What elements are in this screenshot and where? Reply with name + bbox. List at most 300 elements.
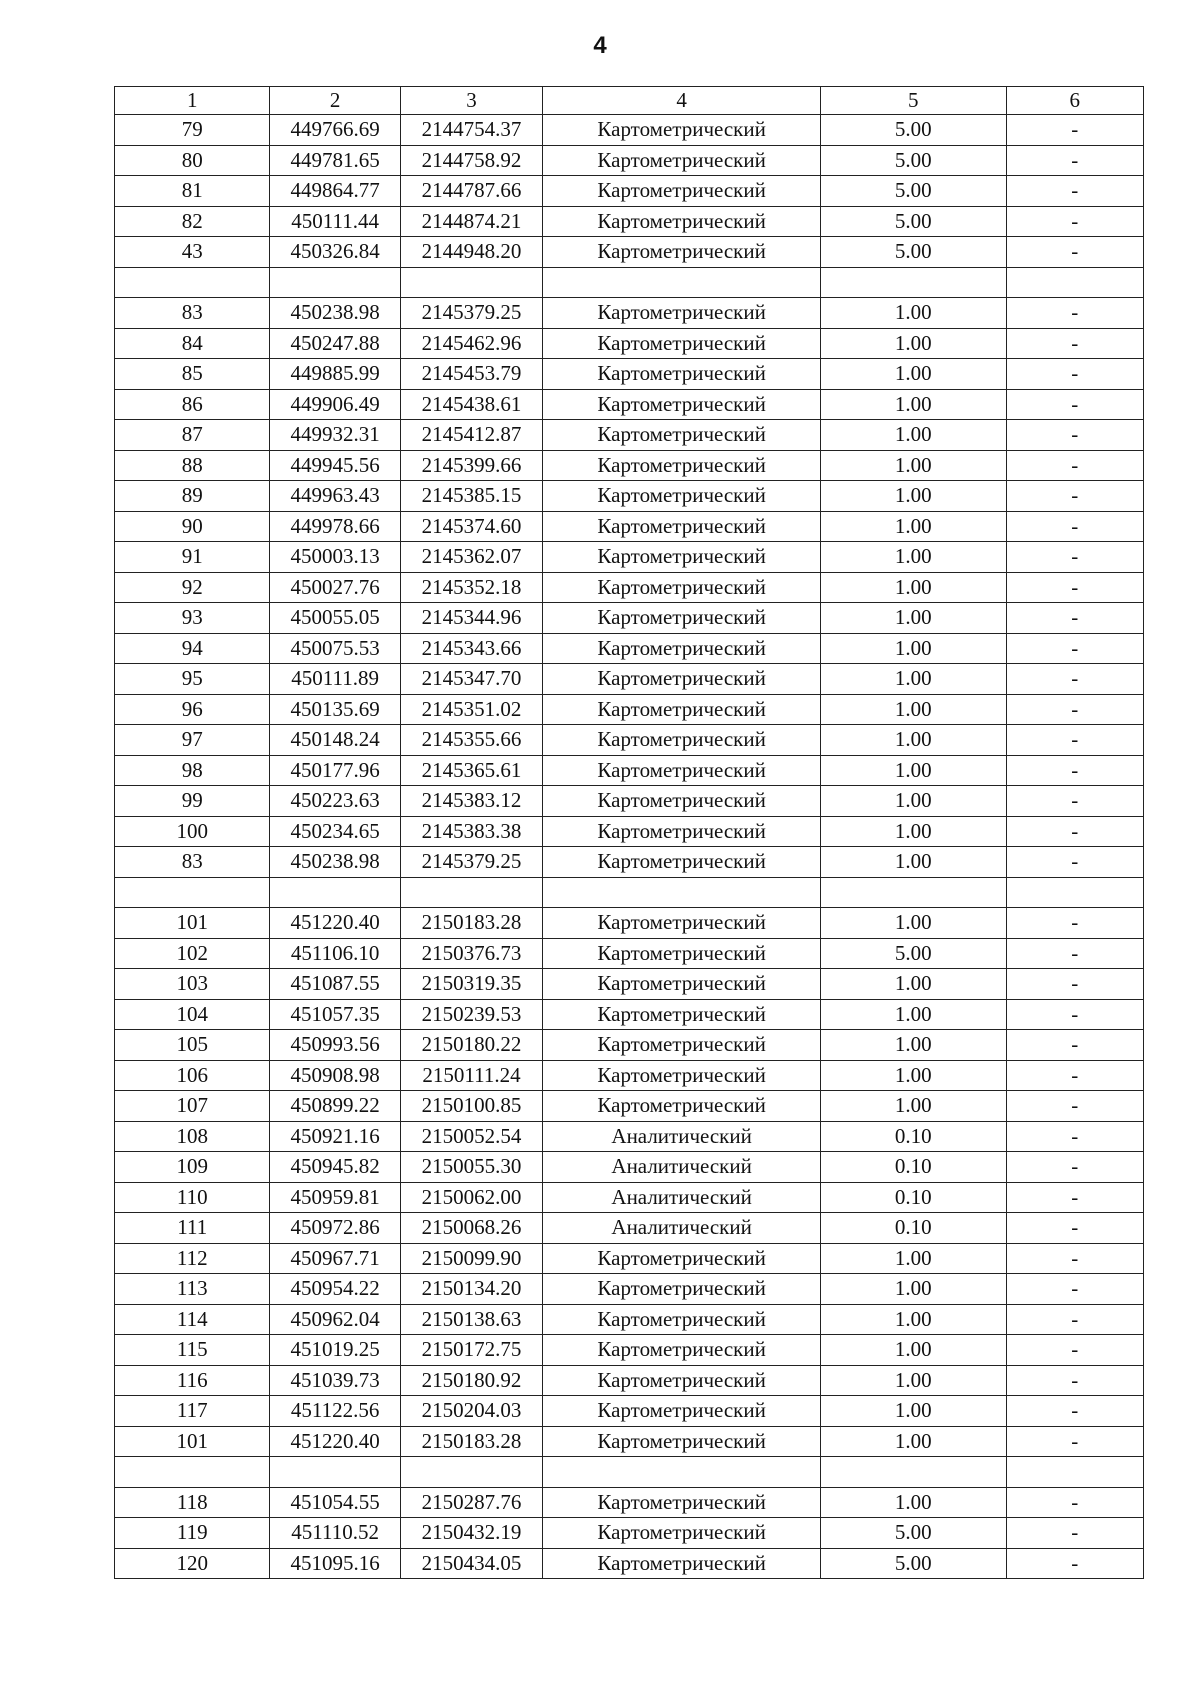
point-number-cell: 85 bbox=[115, 359, 270, 390]
table-row bbox=[115, 938, 1144, 969]
x-coordinate-cell: 451095.16 bbox=[270, 1548, 400, 1579]
accuracy-cell: 1.00 bbox=[821, 847, 1007, 878]
y-coordinate-cell: 2150099.90 bbox=[400, 1243, 542, 1274]
x-coordinate-cell: 450177.96 bbox=[270, 755, 400, 786]
page-number: 4 bbox=[593, 32, 607, 59]
x-coordinate-cell: 450326.84 bbox=[270, 237, 400, 268]
table-row bbox=[115, 999, 1144, 1030]
note-cell: - bbox=[1006, 481, 1143, 512]
accuracy-cell: 5.00 bbox=[821, 938, 1007, 969]
note-cell: - bbox=[1006, 115, 1143, 146]
point-number-cell: 115 bbox=[115, 1335, 270, 1366]
accuracy-cell: 1.00 bbox=[821, 603, 1007, 634]
y-coordinate-cell: 2145379.25 bbox=[400, 847, 542, 878]
x-coordinate-cell: 450921.16 bbox=[270, 1121, 400, 1152]
method-cell: Картометрический bbox=[543, 542, 821, 573]
accuracy-cell: 1.00 bbox=[821, 786, 1007, 817]
column-header: 3 bbox=[400, 87, 542, 115]
accuracy-cell: 1.00 bbox=[821, 1396, 1007, 1427]
x-coordinate-cell: 450247.88 bbox=[270, 328, 400, 359]
table-row bbox=[115, 1091, 1144, 1122]
note-cell: - bbox=[1006, 176, 1143, 207]
x-coordinate-cell: 450111.89 bbox=[270, 664, 400, 695]
table-row bbox=[115, 1213, 1144, 1244]
x-coordinate-cell: 451220.40 bbox=[270, 1426, 400, 1457]
accuracy-cell: 1.00 bbox=[821, 1304, 1007, 1335]
table-row bbox=[115, 1304, 1144, 1335]
note-cell: - bbox=[1006, 847, 1143, 878]
note-cell: - bbox=[1006, 1365, 1143, 1396]
accuracy-cell: 1.00 bbox=[821, 664, 1007, 695]
y-coordinate-cell: 2145462.96 bbox=[400, 328, 542, 359]
note-cell: - bbox=[1006, 1426, 1143, 1457]
table-row bbox=[115, 633, 1144, 664]
x-coordinate-cell: 450945.82 bbox=[270, 1152, 400, 1183]
y-coordinate-cell: 2145343.66 bbox=[400, 633, 542, 664]
x-coordinate-cell: 450135.69 bbox=[270, 694, 400, 725]
accuracy-cell: 1.00 bbox=[821, 511, 1007, 542]
accuracy-cell: 1.00 bbox=[821, 328, 1007, 359]
accuracy-cell: 1.00 bbox=[821, 1365, 1007, 1396]
point-number-cell: 84 bbox=[115, 328, 270, 359]
y-coordinate-cell: 2145347.70 bbox=[400, 664, 542, 695]
accuracy-cell: 1.00 bbox=[821, 1060, 1007, 1091]
table-row bbox=[115, 1396, 1144, 1427]
table-row bbox=[115, 969, 1144, 1000]
method-cell: Аналитический bbox=[543, 1213, 821, 1244]
y-coordinate-cell: 2145374.60 bbox=[400, 511, 542, 542]
accuracy-cell: 1.00 bbox=[821, 755, 1007, 786]
method-cell bbox=[543, 267, 821, 298]
x-coordinate-cell: 450003.13 bbox=[270, 542, 400, 573]
x-coordinate-cell: 451106.10 bbox=[270, 938, 400, 969]
accuracy-cell: 0.10 bbox=[821, 1121, 1007, 1152]
y-coordinate-cell: 2145383.12 bbox=[400, 786, 542, 817]
table-row bbox=[115, 237, 1144, 268]
note-cell: - bbox=[1006, 1335, 1143, 1366]
x-coordinate-cell: 450075.53 bbox=[270, 633, 400, 664]
table-row bbox=[115, 542, 1144, 573]
x-coordinate-cell: 450954.22 bbox=[270, 1274, 400, 1305]
table-row bbox=[115, 1426, 1144, 1457]
y-coordinate-cell: 2150376.73 bbox=[400, 938, 542, 969]
table-row bbox=[115, 420, 1144, 451]
note-cell: - bbox=[1006, 1518, 1143, 1549]
note-cell: - bbox=[1006, 755, 1143, 786]
note-cell: - bbox=[1006, 633, 1143, 664]
y-coordinate-cell: 2150319.35 bbox=[400, 969, 542, 1000]
note-cell: - bbox=[1006, 420, 1143, 451]
y-coordinate-cell: 2145365.61 bbox=[400, 755, 542, 786]
y-coordinate-cell: 2150111.24 bbox=[400, 1060, 542, 1091]
table-row bbox=[115, 1060, 1144, 1091]
method-cell: Картометрический bbox=[543, 1030, 821, 1061]
point-number-cell: 81 bbox=[115, 176, 270, 207]
note-cell: - bbox=[1006, 816, 1143, 847]
table-row bbox=[115, 786, 1144, 817]
method-cell: Картометрический bbox=[543, 481, 821, 512]
y-coordinate-cell: 2145453.79 bbox=[400, 359, 542, 390]
method-cell bbox=[543, 877, 821, 908]
y-coordinate-cell: 2150287.76 bbox=[400, 1487, 542, 1518]
accuracy-cell: 1.00 bbox=[821, 542, 1007, 573]
table-row bbox=[115, 1487, 1144, 1518]
y-coordinate-cell: 2145351.02 bbox=[400, 694, 542, 725]
method-cell: Аналитический bbox=[543, 1152, 821, 1183]
point-number-cell bbox=[115, 1457, 270, 1488]
point-number-cell: 118 bbox=[115, 1487, 270, 1518]
y-coordinate-cell: 2150183.28 bbox=[400, 1426, 542, 1457]
note-cell: - bbox=[1006, 1304, 1143, 1335]
table-row bbox=[115, 511, 1144, 542]
accuracy-cell: 5.00 bbox=[821, 1518, 1007, 1549]
table-row bbox=[115, 176, 1144, 207]
point-number-cell: 88 bbox=[115, 450, 270, 481]
point-number-cell bbox=[115, 267, 270, 298]
note-cell: - bbox=[1006, 328, 1143, 359]
accuracy-cell: 0.10 bbox=[821, 1182, 1007, 1213]
point-number-cell: 43 bbox=[115, 237, 270, 268]
y-coordinate-cell: 2150138.63 bbox=[400, 1304, 542, 1335]
point-number-cell: 119 bbox=[115, 1518, 270, 1549]
accuracy-cell: 5.00 bbox=[821, 206, 1007, 237]
point-number-cell: 79 bbox=[115, 115, 270, 146]
accuracy-cell: 1.00 bbox=[821, 389, 1007, 420]
x-coordinate-cell: 450111.44 bbox=[270, 206, 400, 237]
method-cell: Картометрический bbox=[543, 816, 821, 847]
y-coordinate-cell: 2150068.26 bbox=[400, 1213, 542, 1244]
y-coordinate-cell: 2145362.07 bbox=[400, 542, 542, 573]
point-number-cell: 120 bbox=[115, 1548, 270, 1579]
table-row bbox=[115, 1335, 1144, 1366]
table-row bbox=[115, 450, 1144, 481]
method-cell: Картометрический bbox=[543, 572, 821, 603]
y-coordinate-cell: 2150172.75 bbox=[400, 1335, 542, 1366]
accuracy-cell: 1.00 bbox=[821, 572, 1007, 603]
method-cell: Картометрический bbox=[543, 786, 821, 817]
point-number-cell: 83 bbox=[115, 298, 270, 329]
table-row bbox=[115, 572, 1144, 603]
method-cell: Картометрический bbox=[543, 755, 821, 786]
point-number-cell: 93 bbox=[115, 603, 270, 634]
note-cell: - bbox=[1006, 542, 1143, 573]
method-cell: Картометрический bbox=[543, 633, 821, 664]
accuracy-cell: 1.00 bbox=[821, 1335, 1007, 1366]
point-number-cell: 110 bbox=[115, 1182, 270, 1213]
y-coordinate-cell: 2150204.03 bbox=[400, 1396, 542, 1427]
table-row bbox=[115, 1030, 1144, 1061]
method-cell: Картометрический bbox=[543, 969, 821, 1000]
table-row bbox=[115, 389, 1144, 420]
x-coordinate-cell: 449945.56 bbox=[270, 450, 400, 481]
point-number-cell: 87 bbox=[115, 420, 270, 451]
method-cell: Картометрический bbox=[543, 1518, 821, 1549]
x-coordinate-cell: 450027.76 bbox=[270, 572, 400, 603]
y-coordinate-cell: 2150432.19 bbox=[400, 1518, 542, 1549]
method-cell: Картометрический bbox=[543, 725, 821, 756]
y-coordinate-cell: 2144787.66 bbox=[400, 176, 542, 207]
x-coordinate-cell: 450967.71 bbox=[270, 1243, 400, 1274]
point-number-cell: 80 bbox=[115, 145, 270, 176]
y-coordinate-cell: 2150180.92 bbox=[400, 1365, 542, 1396]
y-coordinate-cell: 2150055.30 bbox=[400, 1152, 542, 1183]
point-number-cell: 114 bbox=[115, 1304, 270, 1335]
x-coordinate-cell bbox=[270, 877, 400, 908]
note-cell: - bbox=[1006, 389, 1143, 420]
note-cell: - bbox=[1006, 511, 1143, 542]
accuracy-cell: 5.00 bbox=[821, 115, 1007, 146]
method-cell: Картометрический bbox=[543, 176, 821, 207]
note-cell: - bbox=[1006, 1274, 1143, 1305]
x-coordinate-cell: 449781.65 bbox=[270, 145, 400, 176]
method-cell: Картометрический bbox=[543, 1426, 821, 1457]
table-row bbox=[115, 877, 1144, 908]
point-number-cell: 116 bbox=[115, 1365, 270, 1396]
accuracy-cell: 1.00 bbox=[821, 908, 1007, 939]
table-row bbox=[115, 481, 1144, 512]
note-cell: - bbox=[1006, 1396, 1143, 1427]
accuracy-cell: 1.00 bbox=[821, 1030, 1007, 1061]
x-coordinate-cell: 449978.66 bbox=[270, 511, 400, 542]
method-cell: Картометрический bbox=[543, 1396, 821, 1427]
y-coordinate-cell: 2145385.15 bbox=[400, 481, 542, 512]
y-coordinate-cell: 2150062.00 bbox=[400, 1182, 542, 1213]
note-cell: - bbox=[1006, 725, 1143, 756]
x-coordinate-cell bbox=[270, 267, 400, 298]
x-coordinate-cell: 450238.98 bbox=[270, 847, 400, 878]
x-coordinate-cell: 451039.73 bbox=[270, 1365, 400, 1396]
y-coordinate-cell: 2144758.92 bbox=[400, 145, 542, 176]
coordinates-table bbox=[114, 86, 1144, 1579]
note-cell: - bbox=[1006, 694, 1143, 725]
note-cell: - bbox=[1006, 1152, 1143, 1183]
method-cell: Картометрический bbox=[543, 938, 821, 969]
y-coordinate-cell: 2150134.20 bbox=[400, 1274, 542, 1305]
note-cell: - bbox=[1006, 237, 1143, 268]
note-cell: - bbox=[1006, 1060, 1143, 1091]
table-body bbox=[115, 115, 1144, 1579]
note-cell: - bbox=[1006, 1243, 1143, 1274]
accuracy-cell: 5.00 bbox=[821, 1548, 1007, 1579]
point-number-cell: 86 bbox=[115, 389, 270, 420]
y-coordinate-cell: 2150239.53 bbox=[400, 999, 542, 1030]
x-coordinate-cell: 450234.65 bbox=[270, 816, 400, 847]
column-header: 6 bbox=[1006, 87, 1143, 115]
table-row bbox=[115, 1243, 1144, 1274]
point-number-cell: 90 bbox=[115, 511, 270, 542]
method-cell: Картометрический bbox=[543, 359, 821, 390]
accuracy-cell: 1.00 bbox=[821, 1487, 1007, 1518]
note-cell: - bbox=[1006, 938, 1143, 969]
note-cell: - bbox=[1006, 969, 1143, 1000]
point-number-cell: 108 bbox=[115, 1121, 270, 1152]
point-number-cell: 98 bbox=[115, 755, 270, 786]
point-number-cell: 105 bbox=[115, 1030, 270, 1061]
method-cell: Аналитический bbox=[543, 1182, 821, 1213]
table-row bbox=[115, 725, 1144, 756]
x-coordinate-cell: 450962.04 bbox=[270, 1304, 400, 1335]
method-cell: Картометрический bbox=[543, 694, 821, 725]
point-number-cell: 82 bbox=[115, 206, 270, 237]
y-coordinate-cell: 2145344.96 bbox=[400, 603, 542, 634]
note-cell: - bbox=[1006, 999, 1143, 1030]
y-coordinate-cell: 2150052.54 bbox=[400, 1121, 542, 1152]
accuracy-cell: 1.00 bbox=[821, 1426, 1007, 1457]
accuracy-cell: 5.00 bbox=[821, 145, 1007, 176]
accuracy-cell bbox=[821, 267, 1007, 298]
note-cell: - bbox=[1006, 1213, 1143, 1244]
y-coordinate-cell: 2145355.66 bbox=[400, 725, 542, 756]
point-number-cell: 113 bbox=[115, 1274, 270, 1305]
x-coordinate-cell: 450972.86 bbox=[270, 1213, 400, 1244]
method-cell: Картометрический bbox=[543, 1365, 821, 1396]
y-coordinate-cell: 2145412.87 bbox=[400, 420, 542, 451]
table-row bbox=[115, 1152, 1144, 1183]
method-cell: Картометрический bbox=[543, 115, 821, 146]
x-coordinate-cell: 450908.98 bbox=[270, 1060, 400, 1091]
accuracy-cell: 1.00 bbox=[821, 1091, 1007, 1122]
y-coordinate-cell: 2145379.25 bbox=[400, 298, 542, 329]
point-number-cell: 112 bbox=[115, 1243, 270, 1274]
note-cell: - bbox=[1006, 664, 1143, 695]
method-cell: Картометрический bbox=[543, 1487, 821, 1518]
accuracy-cell: 1.00 bbox=[821, 450, 1007, 481]
point-number-cell: 101 bbox=[115, 908, 270, 939]
x-coordinate-cell bbox=[270, 1457, 400, 1488]
accuracy-cell: 5.00 bbox=[821, 176, 1007, 207]
point-number-cell: 96 bbox=[115, 694, 270, 725]
y-coordinate-cell: 2144754.37 bbox=[400, 115, 542, 146]
y-coordinate-cell bbox=[400, 877, 542, 908]
accuracy-cell: 1.00 bbox=[821, 1274, 1007, 1305]
x-coordinate-cell: 450993.56 bbox=[270, 1030, 400, 1061]
x-coordinate-cell: 450223.63 bbox=[270, 786, 400, 817]
x-coordinate-cell: 449963.43 bbox=[270, 481, 400, 512]
point-number-cell: 99 bbox=[115, 786, 270, 817]
point-number-cell: 94 bbox=[115, 633, 270, 664]
method-cell: Картометрический bbox=[543, 237, 821, 268]
x-coordinate-cell: 450238.98 bbox=[270, 298, 400, 329]
point-number-cell: 103 bbox=[115, 969, 270, 1000]
note-cell: - bbox=[1006, 1487, 1143, 1518]
x-coordinate-cell: 451087.55 bbox=[270, 969, 400, 1000]
table-row bbox=[115, 1457, 1144, 1488]
accuracy-cell: 1.00 bbox=[821, 999, 1007, 1030]
x-coordinate-cell: 449864.77 bbox=[270, 176, 400, 207]
accuracy-cell bbox=[821, 877, 1007, 908]
y-coordinate-cell: 2145438.61 bbox=[400, 389, 542, 420]
column-header: 1 bbox=[115, 87, 270, 115]
accuracy-cell: 1.00 bbox=[821, 359, 1007, 390]
y-coordinate-cell: 2150183.28 bbox=[400, 908, 542, 939]
table-row bbox=[115, 1365, 1144, 1396]
note-cell: - bbox=[1006, 1548, 1143, 1579]
table-header-row bbox=[115, 87, 1144, 115]
x-coordinate-cell: 451122.56 bbox=[270, 1396, 400, 1427]
note-cell: - bbox=[1006, 572, 1143, 603]
table-row bbox=[115, 267, 1144, 298]
note-cell bbox=[1006, 267, 1143, 298]
method-cell: Картометрический bbox=[543, 847, 821, 878]
table-row bbox=[115, 145, 1144, 176]
table-row bbox=[115, 847, 1144, 878]
accuracy-cell: 1.00 bbox=[821, 633, 1007, 664]
point-number-cell: 91 bbox=[115, 542, 270, 573]
point-number-cell bbox=[115, 877, 270, 908]
note-cell bbox=[1006, 1457, 1143, 1488]
point-number-cell: 100 bbox=[115, 816, 270, 847]
table-row bbox=[115, 359, 1144, 390]
table-row bbox=[115, 603, 1144, 634]
note-cell: - bbox=[1006, 298, 1143, 329]
method-cell: Картометрический bbox=[543, 1335, 821, 1366]
y-coordinate-cell: 2144948.20 bbox=[400, 237, 542, 268]
accuracy-cell: 5.00 bbox=[821, 237, 1007, 268]
table-row bbox=[115, 1121, 1144, 1152]
point-number-cell: 92 bbox=[115, 572, 270, 603]
column-header: 4 bbox=[543, 87, 821, 115]
method-cell: Картометрический bbox=[543, 603, 821, 634]
x-coordinate-cell: 449932.31 bbox=[270, 420, 400, 451]
method-cell: Картометрический bbox=[543, 145, 821, 176]
x-coordinate-cell: 451019.25 bbox=[270, 1335, 400, 1366]
point-number-cell: 97 bbox=[115, 725, 270, 756]
method-cell: Картометрический bbox=[543, 328, 821, 359]
method-cell: Картометрический bbox=[543, 450, 821, 481]
accuracy-cell: 0.10 bbox=[821, 1213, 1007, 1244]
accuracy-cell bbox=[821, 1457, 1007, 1488]
method-cell: Картометрический bbox=[543, 664, 821, 695]
table-row bbox=[115, 298, 1144, 329]
y-coordinate-cell bbox=[400, 267, 542, 298]
y-coordinate-cell: 2144874.21 bbox=[400, 206, 542, 237]
x-coordinate-cell: 449885.99 bbox=[270, 359, 400, 390]
x-coordinate-cell: 449766.69 bbox=[270, 115, 400, 146]
x-coordinate-cell: 450899.22 bbox=[270, 1091, 400, 1122]
table-row bbox=[115, 816, 1144, 847]
accuracy-cell: 1.00 bbox=[821, 969, 1007, 1000]
method-cell: Картометрический bbox=[543, 1060, 821, 1091]
x-coordinate-cell: 449906.49 bbox=[270, 389, 400, 420]
column-header: 2 bbox=[270, 87, 400, 115]
column-header: 5 bbox=[821, 87, 1007, 115]
point-number-cell: 109 bbox=[115, 1152, 270, 1183]
x-coordinate-cell: 450959.81 bbox=[270, 1182, 400, 1213]
table-row bbox=[115, 1548, 1144, 1579]
method-cell: Картометрический bbox=[543, 1243, 821, 1274]
x-coordinate-cell: 451220.40 bbox=[270, 908, 400, 939]
method-cell: Картометрический bbox=[543, 1304, 821, 1335]
note-cell: - bbox=[1006, 359, 1143, 390]
accuracy-cell: 1.00 bbox=[821, 298, 1007, 329]
table-row bbox=[115, 664, 1144, 695]
y-coordinate-cell: 2145383.38 bbox=[400, 816, 542, 847]
table-row bbox=[115, 328, 1144, 359]
accuracy-cell: 1.00 bbox=[821, 816, 1007, 847]
point-number-cell: 106 bbox=[115, 1060, 270, 1091]
table-row bbox=[115, 115, 1144, 146]
accuracy-cell: 1.00 bbox=[821, 694, 1007, 725]
note-cell bbox=[1006, 877, 1143, 908]
method-cell: Картометрический bbox=[543, 389, 821, 420]
table-row bbox=[115, 1518, 1144, 1549]
method-cell: Картометрический bbox=[543, 1091, 821, 1122]
method-cell: Картометрический bbox=[543, 206, 821, 237]
y-coordinate-cell: 2150434.05 bbox=[400, 1548, 542, 1579]
method-cell: Картометрический bbox=[543, 511, 821, 542]
method-cell: Картометрический bbox=[543, 1548, 821, 1579]
point-number-cell: 102 bbox=[115, 938, 270, 969]
